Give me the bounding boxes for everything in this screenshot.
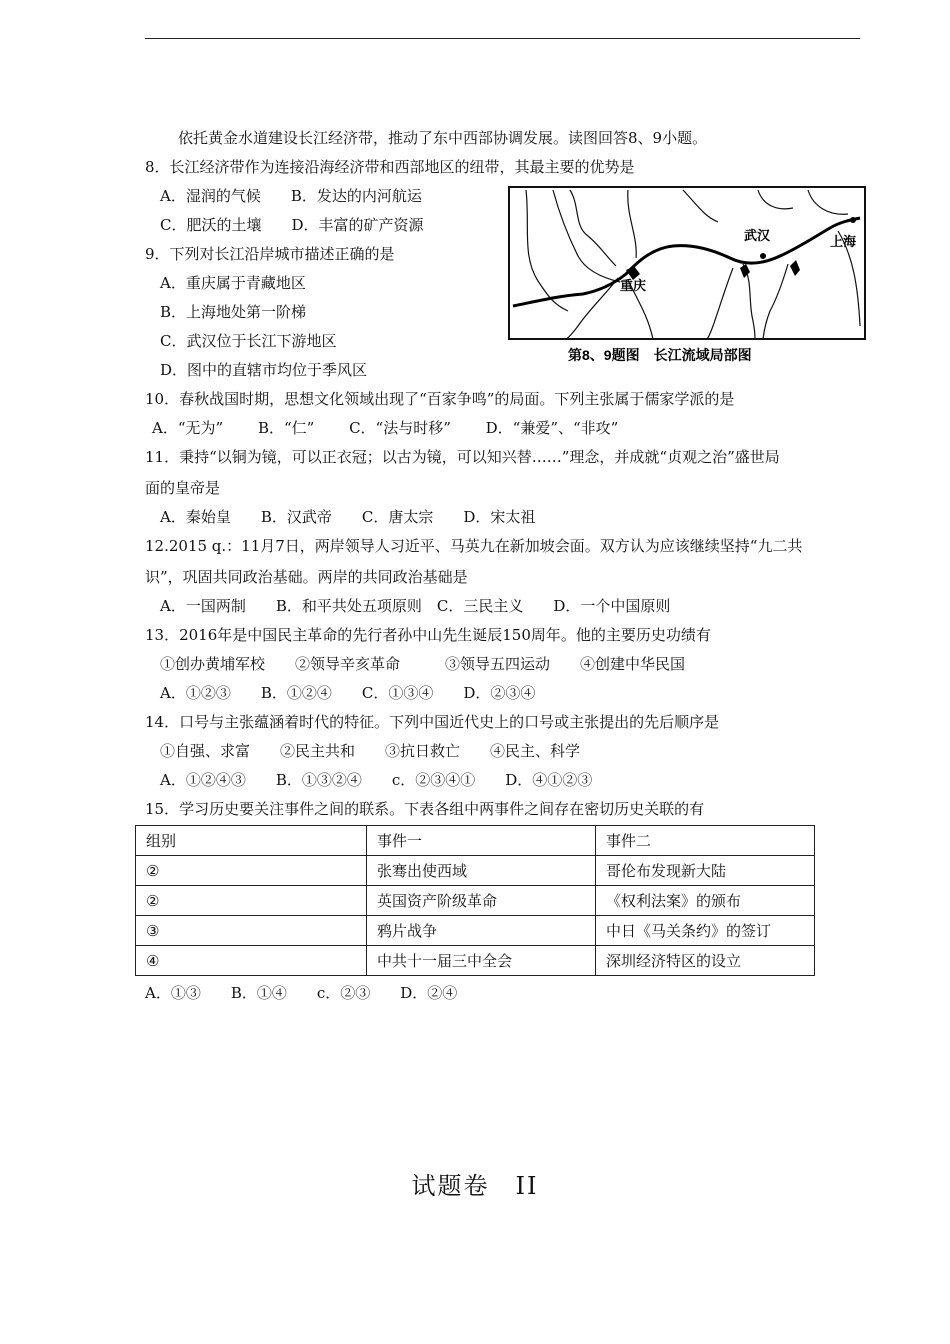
q9-option-b: B．上海地处第一阶梯 [160, 303, 307, 321]
q12-stem-line1: 12.2015 q.：11月7日，两岸领导人习近平、马英九在新加坡会面。双方认为应该继续坚持“九二共 [145, 537, 803, 555]
q13-options: A．①②③ B．①②④ C．①③④ D．②③④ [160, 684, 536, 702]
table-cell: 鸦片战争 [367, 916, 596, 946]
table-cell: ② [136, 886, 367, 916]
table-header-cell: 事件一 [367, 826, 596, 856]
q9-option-d: D．图中的直辖市均位于季风区 [160, 361, 368, 379]
q12-stem-line2: 识”，巩固共同政治基础。两岸的共同政治基础是 [145, 568, 468, 586]
chongqing-label: 重庆 [620, 278, 647, 293]
q9-option-c: C．武汉位于长江下游地区 [160, 332, 337, 350]
map-caption: 第8、9题图 长江流域局部图 [568, 347, 752, 363]
shanghai-dot [850, 217, 856, 223]
table-cell: 张骞出使西域 [367, 856, 596, 886]
events-table [135, 825, 815, 976]
table-row [136, 946, 815, 976]
table-cell: ④ [136, 946, 367, 976]
table-cell: 深圳经济特区的设立 [596, 946, 815, 976]
shanghai-label: 上海 [830, 234, 857, 249]
table-cell: ③ [136, 916, 367, 946]
table-cell: ② [136, 856, 367, 886]
table-cell: 中日《马关条约》的签订 [596, 916, 815, 946]
q14-stem: 14．口号与主张蕴涵着时代的特征。下列中国近代史上的口号或主张提出的先后顺序是 [145, 713, 720, 731]
q8-options-row1: A．湿润的气候 B．发达的内河航运 [160, 187, 422, 205]
table-header-cell: 组别 [136, 826, 367, 856]
wuhan-label: 武汉 [744, 228, 771, 243]
intro-text: 依托黄金水道建设长江经济带，推动了东中西部协调发展。读图回答8、9小题。 [178, 129, 708, 147]
q15-options: A．①③ B．①④ c．②③ D．②④ [145, 984, 458, 1002]
q13-items: ①创办黄埔军校 ②领导辛亥革命 ③领导五四运动 ④创建中华民国 [160, 655, 686, 673]
q14-items: ①自强、求富 ②民主共和 ③抗日救亡 ④民主、科学 [160, 742, 581, 760]
table-header-cell: 事件二 [596, 826, 815, 856]
map-frame [509, 187, 865, 339]
q9-option-a: A．重庆属于青藏地区 [160, 274, 306, 292]
q11-stem-line2: 面的皇帝是 [145, 479, 221, 497]
q11-stem-line1: 11．秉持“以铜为镜，可以正衣冠；以古为镜，可以知兴替……”理念，并成就“贞观之治”盛世局 [145, 448, 780, 466]
q8-options-row2: C．肥沃的土壤 D．丰富的矿产资源 [160, 216, 424, 234]
table-cell: 《权利法案》的颁布 [596, 886, 815, 916]
table-cell: 中共十一届三中全会 [367, 946, 596, 976]
q13-stem: 13．2016年是中国民主革命的先行者孙中山先生诞辰150周年。他的主要历史功绩有 [145, 626, 711, 644]
q10-options: A．“无为” B．“仁” C．“法与时移” D．“兼爱”、“非攻” [152, 419, 619, 437]
q9-stem: 9．下列对长江沿岸城市描述正确的是 [145, 245, 395, 263]
table-row [136, 916, 815, 946]
q14-options: A．①②④③ B．①③②④ c．②③④① D．④①②③ [160, 771, 593, 789]
q15-stem: 15．学习历史要关注事件之间的联系。下表各组中两事件之间存在密切历史关联的有 [145, 800, 705, 818]
yangtze-map [508, 186, 866, 368]
table-cell: 哥伦布发现新大陆 [596, 856, 815, 886]
section-title: 试题卷 II [411, 1172, 539, 1200]
table-row [136, 886, 815, 916]
q12-options: A．一国两制 B．和平共处五项原则 C．三民主义 D．一个中国原则 [160, 597, 671, 615]
q10-stem: 10．春秋战国时期，思想文化领域出现了“百家争鸣”的局面。下列主张属于儒家学派的是 [145, 390, 735, 408]
table-row [136, 856, 815, 886]
table-header-row [136, 826, 815, 856]
q8-stem: 8．长江经济带作为连接沿海经济带和西部地区的纽带，其最主要的优势是 [145, 158, 635, 176]
wuhan-dot [760, 253, 766, 259]
top-rule [145, 38, 860, 39]
q11-options: A．秦始皇 B．汉武帝 C．唐太宗 D．宋太祖 [160, 508, 536, 526]
table-cell: 英国资产阶级革命 [367, 886, 596, 916]
